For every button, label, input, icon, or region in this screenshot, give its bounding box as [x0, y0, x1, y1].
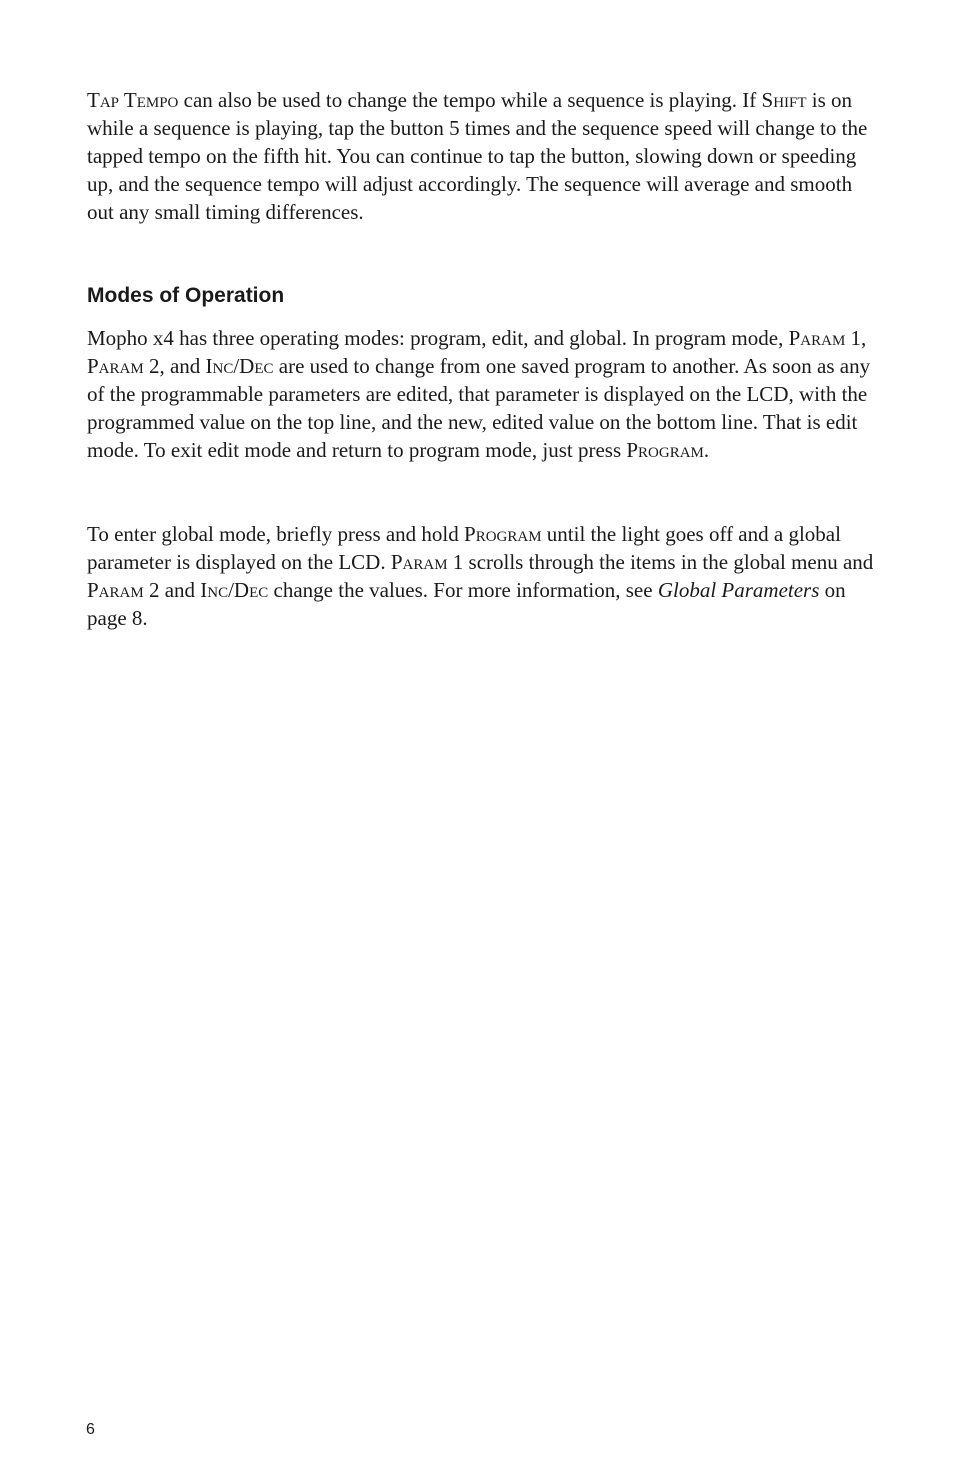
paragraph-text: 1,	[845, 326, 867, 350]
global-parameters-reference: Global Parameters	[657, 577, 820, 602]
global-mode-paragraph	[87, 521, 877, 633]
paragraph-text: can also be used to change the tempo while a sequence is playing. If	[178, 88, 762, 112]
operating-modes-paragraph	[87, 325, 877, 465]
inc-dec-button-name: Inc/Dec	[205, 353, 274, 378]
inc-dec-button-name: Inc/Dec	[200, 577, 269, 602]
paragraph-text: Mopho x4 has three operating modes: program, edit, and global. In program mode,	[87, 326, 789, 350]
paragraph-text: until the light goes off and a global parameter is displayed on the LCD.	[87, 522, 841, 574]
program-button-name: Program	[464, 522, 542, 546]
program-button-name: Program	[626, 437, 704, 462]
paragraph-text: 1 scrolls through the items in the global menu and	[447, 549, 874, 574]
tap-tempo-paragraph	[87, 87, 877, 227]
param-button-name: Param	[390, 549, 448, 574]
page-number: 6	[86, 1421, 95, 1438]
paragraph-text: 2 and	[143, 577, 201, 602]
param-button-name: Param	[87, 353, 144, 378]
tap-tempo-button-name: Tap Tempo	[87, 88, 179, 112]
paragraph-text: 2, and	[143, 353, 206, 378]
paragraph-text: To enter global mode, briefly press and hold	[87, 522, 465, 546]
paragraph-text: are used to change from one saved program to another. As soon as any of the programmable parameters are edited, that parameter is displayed on the LCD, with the programmed value on the top line, and the new, edited value on the bottom line. That is edit mode. To exit edit mode and return to program mode, just press	[87, 353, 871, 462]
section-heading: Modes of Operation	[87, 284, 285, 307]
param-button-name: Param	[87, 577, 144, 602]
param-button-name: Param	[788, 326, 846, 350]
paragraph-text: .	[703, 437, 710, 462]
paragraph-text: is on while a sequence is playing, tap the button 5 times and the sequence speed will change to the tapped tempo on the fifth hit. You can continue to tap the button, slowing down or speeding up, and the sequence tempo will adjust accordingly. The sequence will average and smooth out any small timing differences.	[87, 88, 868, 224]
paragraph-text: change the values. For more information, see	[268, 577, 658, 602]
paragraph-text: on page 8.	[87, 577, 846, 630]
shift-button-name: Shift	[761, 88, 807, 112]
